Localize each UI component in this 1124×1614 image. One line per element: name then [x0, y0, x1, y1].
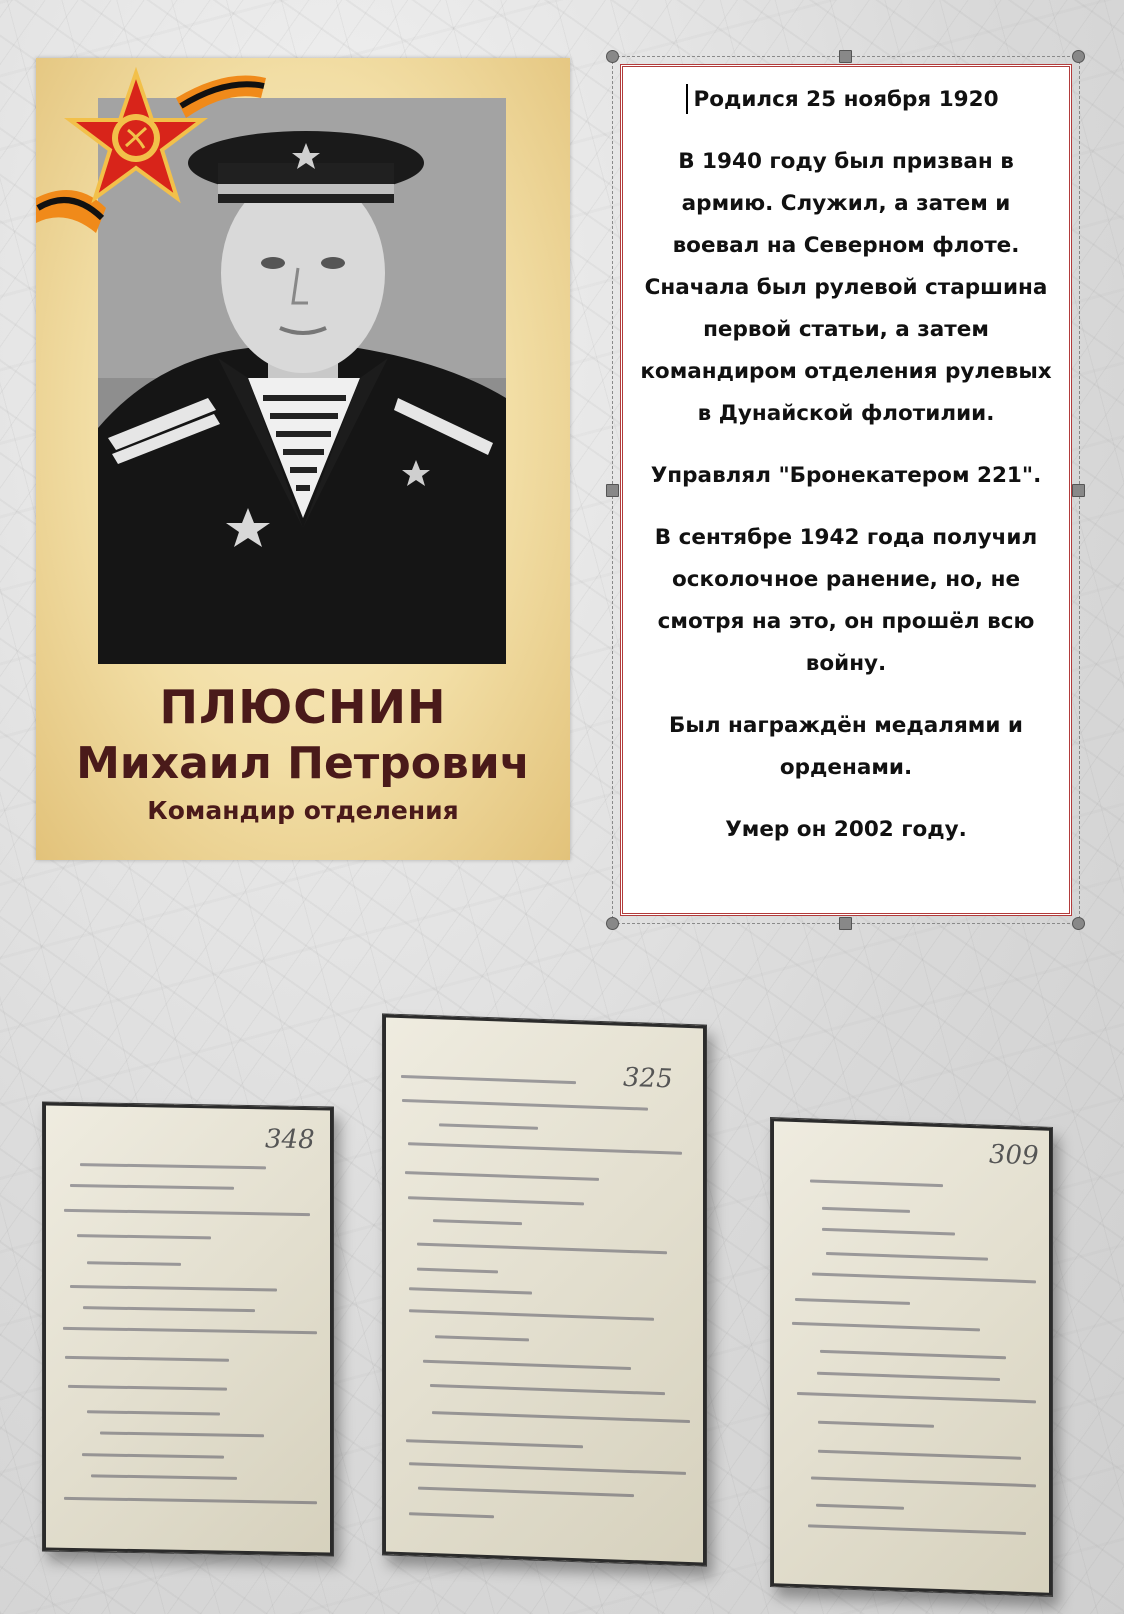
- bio-paragraph: Управлял "Бронекатером 221".: [650, 463, 1042, 488]
- document-text-lines: [771, 1118, 1052, 1128]
- resize-handle-bottom-right[interactable]: [1072, 917, 1085, 930]
- document-text-line: [401, 1075, 576, 1084]
- document-text-line: [826, 1252, 988, 1261]
- document-text-line: [822, 1228, 955, 1236]
- document-text-line: [418, 1487, 634, 1498]
- surname: ПЛЮСНИН: [159, 680, 447, 734]
- document-text-line: [65, 1356, 229, 1362]
- archival-document: [42, 1101, 334, 1556]
- document-text-line: [87, 1410, 220, 1415]
- document-text-line: [408, 1142, 682, 1155]
- document-text-line: [68, 1385, 227, 1391]
- document-text-line: [822, 1207, 910, 1213]
- rank-title: Командир отделения: [147, 796, 459, 825]
- document-text-line: [409, 1309, 654, 1321]
- document-text-line: [818, 1450, 1021, 1460]
- document-text-line: [409, 1287, 532, 1294]
- biography-text[interactable]: [637, 79, 1055, 871]
- document-text-line: [439, 1123, 538, 1129]
- document-text-line: [417, 1243, 667, 1255]
- resize-handle-bottom-left[interactable]: [606, 917, 619, 930]
- text-cursor: [686, 84, 688, 114]
- document-text-line: [812, 1273, 1036, 1284]
- resize-handle-right[interactable]: [1072, 484, 1085, 497]
- biography-textbox[interactable]: [612, 56, 1080, 924]
- document-text-line: [430, 1384, 665, 1395]
- document-text-line: [433, 1219, 522, 1225]
- document-text-line: [87, 1261, 181, 1266]
- bio-paragraph: Был награждён медалями и орденами.: [668, 713, 1023, 780]
- document-page-number: 309: [989, 1139, 1039, 1172]
- document-text-lines: [383, 1014, 706, 1025]
- document-text-line: [797, 1392, 1036, 1403]
- document-text-line: [63, 1327, 317, 1334]
- archival-document: [770, 1117, 1053, 1597]
- document-text-line: [409, 1462, 686, 1475]
- document-page-number: 325: [623, 1062, 673, 1095]
- document-text-line: [408, 1196, 584, 1205]
- document-text-line: [792, 1322, 980, 1332]
- document-text-line: [820, 1350, 1006, 1359]
- document-text-line: [795, 1298, 910, 1305]
- document-text-lines: [43, 1102, 333, 1107]
- document-text-line: [405, 1171, 599, 1181]
- document-text-line: [435, 1335, 529, 1341]
- resize-handle-top[interactable]: [839, 50, 852, 63]
- document-text-line: [82, 1453, 224, 1458]
- document-text-line: [432, 1411, 690, 1423]
- document-text-line: [100, 1431, 264, 1437]
- bio-paragraph: В 1940 году был призван в армию. Служил, а затем и воевал на Северном флоте. Сначала был рулевой старшина первой статьи, а затем командиром отделения рулевых в Дунайской флотилии.: [640, 149, 1052, 426]
- resize-handle-left[interactable]: [606, 484, 619, 497]
- document-text-line: [70, 1184, 234, 1190]
- document-text-line: [83, 1306, 255, 1312]
- document-text-line: [417, 1268, 498, 1274]
- resize-handle-top-left[interactable]: [606, 50, 619, 63]
- archival-document: [382, 1013, 707, 1566]
- document-text-line: [91, 1474, 237, 1480]
- biography-frame: [620, 64, 1072, 916]
- resize-handle-top-right[interactable]: [1072, 50, 1085, 63]
- bio-paragraph: Родился 25 ноября 1920: [693, 87, 999, 112]
- document-text-line: [402, 1099, 648, 1111]
- document-text-line: [810, 1179, 943, 1187]
- bio-paragraph: В сентябре 1942 года получил осколочное ранение, но, не смотря на это, он прошёл всю войну.: [654, 525, 1038, 676]
- document-text-line: [816, 1504, 904, 1510]
- memorial-poster: [36, 58, 570, 860]
- document-text-line: [409, 1512, 494, 1518]
- document-text-line: [70, 1285, 277, 1292]
- bio-paragraph: Умер он 2002 году.: [725, 817, 967, 842]
- document-text-line: [64, 1497, 317, 1504]
- document-text-line: [811, 1476, 1036, 1487]
- document-text-line: [817, 1372, 1000, 1381]
- document-text-line: [423, 1360, 631, 1370]
- resize-handle-bottom[interactable]: [839, 917, 852, 930]
- document-text-line: [77, 1234, 211, 1239]
- document-text-line: [808, 1524, 1026, 1535]
- document-text-line: [406, 1439, 583, 1448]
- document-text-line: [80, 1163, 266, 1169]
- document-text-line: [64, 1209, 310, 1216]
- document-text-line: [818, 1421, 934, 1428]
- given-names: Михаил Петрович: [76, 738, 530, 789]
- document-page-number: 348: [265, 1124, 315, 1156]
- victory-star-ribbon-icon: [36, 58, 276, 248]
